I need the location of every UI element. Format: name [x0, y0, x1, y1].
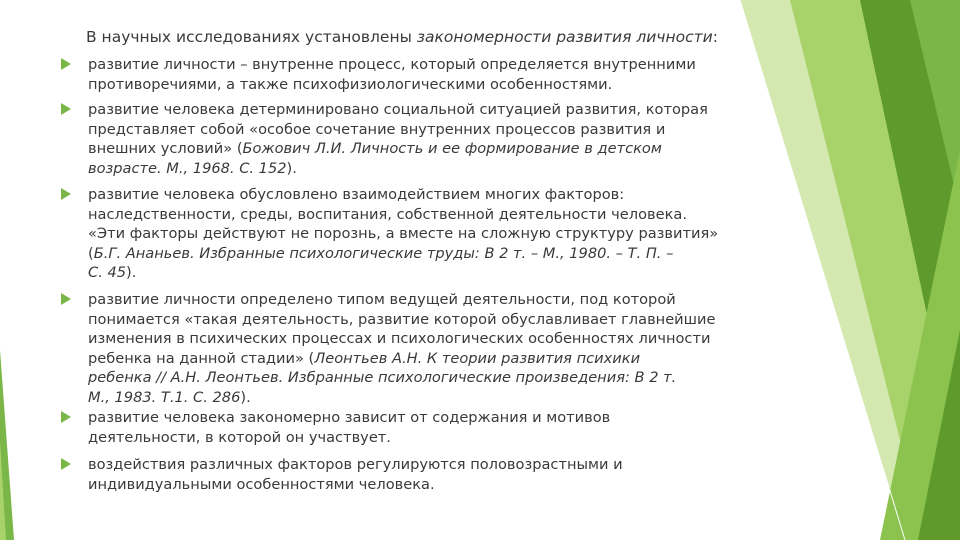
text-line — [88, 290, 728, 310]
bullet-text — [88, 100, 728, 178]
text-line — [88, 100, 728, 120]
body-text: ). — [126, 264, 137, 282]
triangle-right-icon — [60, 58, 72, 70]
body-text: ( — [88, 244, 94, 262]
text-line — [88, 205, 728, 225]
text-line — [88, 139, 728, 159]
intro-heading — [86, 28, 736, 46]
text-line — [88, 120, 728, 140]
body-text: понимается «такая деятельность, развитие которой обуславливает главнейшие — [88, 310, 716, 328]
text-line — [88, 263, 728, 283]
citation-text: С. 45 — [88, 264, 127, 282]
triangle-right-icon — [60, 293, 72, 305]
text-line — [88, 224, 728, 244]
citation-text: Б.Г. Ананьев. Избранные психологические труды: В 2 т. – М., 1980. – Т. П. – — [93, 244, 674, 262]
citation-text: Леонтьев А.Н. К теории развития психики — [314, 349, 641, 367]
text-line — [88, 185, 728, 205]
body-text: внешних условий» ( — [88, 140, 243, 158]
body-text: ребенка на данной стадии» ( — [88, 349, 315, 367]
bullet-text — [88, 185, 728, 283]
body-text: «Эти факторы действуют не порознь, а вместе на сложную структуру развития» — [88, 225, 719, 243]
bullet-text — [88, 408, 728, 447]
text-line — [88, 349, 728, 369]
triangle-right-icon — [60, 188, 72, 200]
bullet-text — [88, 55, 728, 94]
body-text: ). — [286, 159, 297, 177]
body-text: наследственности, среды, воспитания, собственной деятельности человека. — [88, 205, 687, 223]
citation-text: возрасте. М., 1968. С. 152 — [88, 159, 287, 177]
body-text: противоречиями, а также психофизиологическими особенностями. — [88, 75, 613, 93]
body-text: развитие человека закономерно зависит от содержания и мотивов — [88, 409, 611, 426]
body-text: развитие личности – внутренне процесс, который определяется внутренними — [88, 56, 696, 73]
text-line — [88, 159, 728, 179]
body-text: изменения в психических процессах и психологических особенностях личности — [88, 330, 711, 348]
citation-text: Божович Л.И. Личность и ее формирование в детском — [242, 140, 662, 158]
intro-colon: : — [712, 28, 718, 46]
text-line — [88, 75, 728, 95]
triangle-right-icon — [60, 411, 72, 423]
body-text: деятельности, в которой он участвует. — [88, 428, 391, 446]
text-line — [88, 310, 728, 330]
text-line — [88, 244, 728, 264]
citation-text: М., 1983. Т.1. С. 286 — [88, 388, 241, 406]
text-line — [88, 428, 728, 448]
text-line — [88, 368, 728, 388]
text-line — [88, 408, 728, 428]
text-line — [88, 55, 728, 75]
text-line — [88, 329, 728, 349]
citation-text: ребенка // А.Н. Леонтьев. Избранные психологические произведения: В 2 т. — [88, 369, 677, 387]
triangle-right-icon — [60, 103, 72, 115]
body-text: развитие личности определено типом ведущей деятельности, под которой — [88, 291, 676, 308]
body-text: развитие человека детерминировано социальной ситуацией развития, которая — [88, 101, 708, 118]
body-text: воздействия различных факторов регулируются половозрастными и — [88, 456, 623, 473]
text-line — [88, 475, 728, 495]
text-line — [88, 455, 728, 475]
bullet-text — [88, 455, 728, 494]
intro-emphasis: закономерности развития личности — [416, 28, 713, 46]
body-text: индивидуальными особенностями человека. — [88, 475, 435, 493]
triangle-right-icon — [60, 458, 72, 470]
body-text: представляет собой «особое сочетание внутренних процессов развития и — [88, 120, 666, 138]
intro-text: В научных исследованиях установлены — [86, 28, 417, 46]
body-text: ). — [240, 388, 251, 406]
body-text: развитие человека обусловлено взаимодействием многих факторов: — [88, 186, 625, 203]
text-line — [88, 388, 728, 408]
bullet-text — [88, 290, 728, 408]
